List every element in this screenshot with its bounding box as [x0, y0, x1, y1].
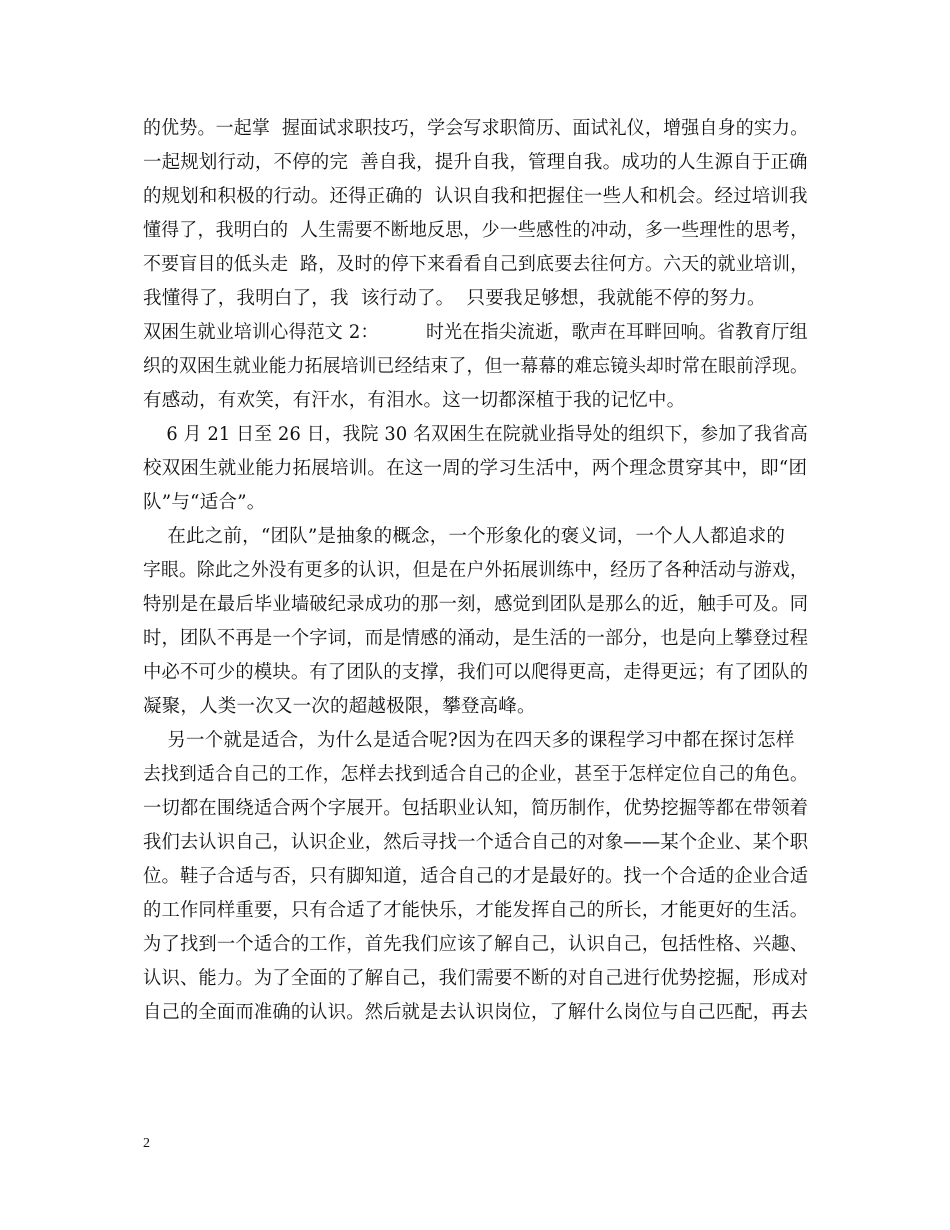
- text-line: 中必不可少的模块。有了团队的支撑，我们可以爬得更高，走得更远；有了团队的: [143, 662, 809, 683]
- text-line: 自己的全面而准确的认识。然后就是去认识岗位，了解什么岗位与自己匹配，再去: [143, 1002, 809, 1023]
- text-line: 一切都在围绕适合两个字展开。包括职业认知，简历制作，优势挖掘等都在带领着: [143, 798, 809, 819]
- text-line: 队”与“适合”。: [143, 492, 266, 513]
- text-line: 在此之前，“团队”是抽象的概念，一个形象化的褒义词，一个人人都追求的: [143, 526, 786, 547]
- text-line: 的优势。一起掌 握面试求职技巧，学会写求职简历、面试礼仪，增强自身的实力。: [143, 118, 809, 139]
- text-line: 另一个就是适合，为什么是适合呢?因为在四天多的课程学习中都在探讨怎样: [143, 730, 795, 751]
- page-number: 2: [143, 1136, 150, 1151]
- text-line: 时，团队不再是一个字词，而是情感的涌动，是生活的一部分，也是向上攀登过程: [143, 628, 809, 649]
- text-line: 织的双困生就业能力拓展培训已经结束了，但一幕幕的难忘镜头却时常在眼前浮现。: [143, 356, 808, 377]
- text-line: 去找到适合自己的工作，怎样去找到适合自己的企业，甚至于怎样定位自己的角色。: [143, 764, 808, 785]
- text-line: 6 月 21 日至 26 日，我院 30 名双困生在院就业指导处的组织下，参加了我省高: [143, 424, 808, 445]
- text-line: 凝聚，人类一次又一次的超越极限，攀登高峰。: [143, 696, 536, 717]
- text-line: 位。鞋子合适与否，只有脚知道，适合自己的才是最好的。找一个合适的企业合适: [143, 866, 809, 887]
- text-line: 双困生就业培训心得范文 2： 时光在指尖流逝，歌声在耳畔回响。省教育厅组: [143, 322, 808, 343]
- text-line: 有感动，有欢笑，有汗水，有泪水。这一切都深植于我的记忆中。: [143, 390, 686, 411]
- text-line: 的规划和积极的行动。还得正确的 认识自我和把握住一些人和机会。经过培训我: [143, 186, 808, 207]
- text-line: 我懂得了，我明白了，我 该行动了。 只要我足够想，我就能不停的努力。: [143, 288, 766, 309]
- text-line: 的工作同样重要，只有合适了才能快乐，才能发挥自己的所长，才能更好的生活。: [143, 900, 809, 921]
- text-line: 特别是在最后毕业墙破纪录成功的那一刻，感觉到团队是那么的近，触手可及。同: [143, 594, 809, 615]
- text-line: 校双困生就业能力拓展培训。在这一周的学习生活中，两个理念贯穿其中，即“团: [143, 458, 808, 479]
- text-line: 不要盲目的低头走 路，及时的停下来看看自己到底要去往何方。六天的就业培训，: [143, 254, 809, 275]
- text-line: 我们去认识自己，认识企业，然后寻找一个适合自己的对象——某个企业、某个职: [143, 832, 809, 853]
- text-line: 为了找到一个适合的工作，首先我们应该了解自己，认识自己，包括性格、兴趣、: [143, 934, 809, 955]
- text-line: 一起规划行动，不停的完 善自我，提升自我，管理自我。成功的人生源自于正确: [143, 152, 808, 173]
- text-line: 懂得了，我明白的 人生需要不断地反思，少一些感性的冲动，多一些理性的思考，: [143, 220, 809, 241]
- text-line: 字眼。除此之外没有更多的认识，但是在户外拓展训练中，经历了各种活动与游戏，: [143, 560, 808, 581]
- text-line: 认识、能力。为了全面的了解自己，我们需要不断的对自己进行优势挖掘，形成对: [143, 968, 809, 989]
